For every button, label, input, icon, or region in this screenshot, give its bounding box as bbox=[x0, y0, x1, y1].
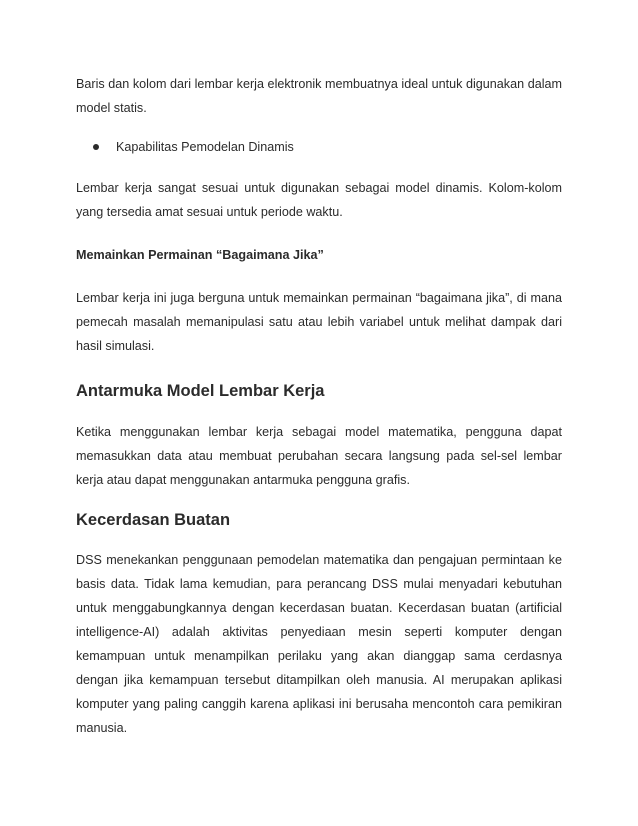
paragraph-static-model bbox=[76, 72, 562, 120]
heading-text: Kecerdasan Buatan bbox=[76, 511, 231, 529]
section-heading-interface bbox=[76, 379, 562, 403]
paragraph-interface bbox=[76, 420, 562, 492]
paragraph-text: Ketika menggunakan lembar kerja sebagai model matematika, pengguna dapat memasukkan data atau membuat perubahan secara langsung pada sel-sel lembar kerja atau dapat menggunakan antarmuka pengguna grafis. bbox=[76, 425, 562, 487]
paragraph-text: Lembar kerja sangat sesuai untuk digunakan sebagai model dinamis. Kolom-kolom yang tersedia amat sesuai untuk periode waktu. bbox=[76, 181, 562, 219]
heading-text: Antarmuka Model Lembar Kerja bbox=[76, 382, 325, 400]
paragraph-text: Lembar kerja ini juga berguna untuk memainkan permainan “bagaimana jika”, di mana pemecah masalah memanipulasi satu atau lebih variabel untuk melihat dampak dari hasil simulasi. bbox=[76, 291, 562, 353]
paragraph-what-if bbox=[76, 286, 562, 358]
paragraph-text: DSS menekankan penggunaan pemodelan matematika dan pengajuan permintaan ke basis data. Tidak lama kemudian, para perancang DSS mulai menyadari kebutuhan untuk menggabungkannya dengan kecerdasan buatan. Kecerdasan buatan (artificial intelligence-AI) adalah aktivitas penyediaan mesin seperti komputer dengan kemampuan untuk menampilkan perilaku yang akan dianggap sama cerdasnya dengan jika kemampuan tersebut ditampilkan oleh manusia. AI merupakan aplikasi komputer yang paling canggih karena aplikasi ini berusaha mencontoh cara pemikiran manusia. bbox=[76, 553, 562, 735]
paragraph-dynamic-model bbox=[76, 176, 562, 224]
paragraph-text: Baris dan kolom dari lembar kerja elektronik membuatnya ideal untuk digunakan dalam model statis. bbox=[76, 77, 562, 115]
section-heading-ai bbox=[76, 508, 562, 532]
paragraph-ai bbox=[76, 548, 562, 740]
bullet-text: Kapabilitas Pemodelan Dinamis bbox=[116, 140, 294, 154]
subheading-text: Memainkan Permainan “Bagaimana Jika” bbox=[76, 248, 324, 262]
subheading-what-if bbox=[76, 243, 562, 267]
